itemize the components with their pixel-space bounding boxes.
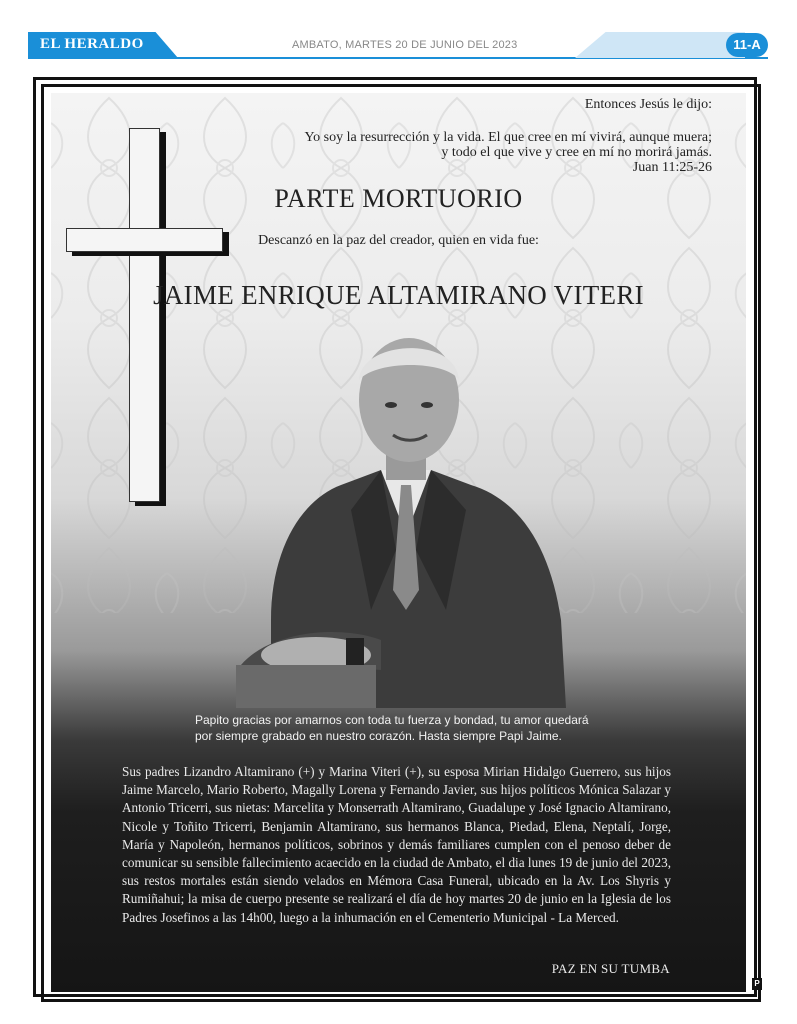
page-number: 11-A [726,33,768,57]
notice-subtitle: Descanzó en la paz del creador, quien en vida fue: [258,233,539,248]
portrait-photo [231,320,571,708]
newspaper-brand: EL HERALDO [40,36,144,52]
issue-date: AMBATO, MARTES 20 DE JUNIO DEL 2023 [292,39,518,51]
deceased-name: JAIME ENRIQUE ALTAMIRANO VITERI [153,280,644,310]
corner-mark: P [752,978,762,990]
notice-body: Sus padres Lizandro Altamirano (+) y Marina Viteri (+), su esposa Mirian Hidalgo Guerrero, sus hijos Jaime Marcelo, Mario Roberto, Magally Lorena y Fernando Javier, sus hijos políticos Mónica Salazar y Antonio Tricerri, sus nietas: Marcelita y Monserrath Altamirano, Guadalupe y José Ignacio Altamirano, Nicole y Toñito Tricerri, Benjamin Altamirano, sus hermanos Blanca, Piedad, Elena, Neptalí, Jorge, María y Napoleón, hermanos políticos, sobrinos y demás familiares cumplen con el penoso deber de comunicar su sensible fallecimiento acaecido en la ciudad de Ambato, el dia lunes 19 de junio del 2023, sus restos mortales están siendo velados en Mémora Casa Funeral, ubicado en la Av. Los Shyris y Rumiñahui; la misa de cuerpo presente se realizará el día de hoy martes 20 de junio en la Iglesia de los Padres Josefinos a las 14h00, luego a la inhumación en el Cementerio Municipal - La Merced. [122,764,671,925]
quote-intro: Entonces Jesús le dijo: [584,97,712,112]
quote-line: y todo el que vive y cree en mí no morirá jamás. [441,145,712,160]
quote-reference: Juan 11:25-26 [632,160,712,175]
quote-line: Yo soy la resurrección y la vida. El que cree en mí vivirá, aunque muera; [304,130,712,145]
closing-phrase: PAZ EN SU TUMBA [551,961,670,976]
caption-line: Papito gracias por amarnos con toda tu fuerza y bondad, tu amor quedará [195,713,589,727]
header-right-band [575,32,745,58]
notice-title: PARTE MORTUORIO [274,184,523,213]
caption-line: por siempre grabado en nuestro corazón. Hasta siempre Papi Jaime. [195,729,562,743]
photo-caption [195,712,615,744]
